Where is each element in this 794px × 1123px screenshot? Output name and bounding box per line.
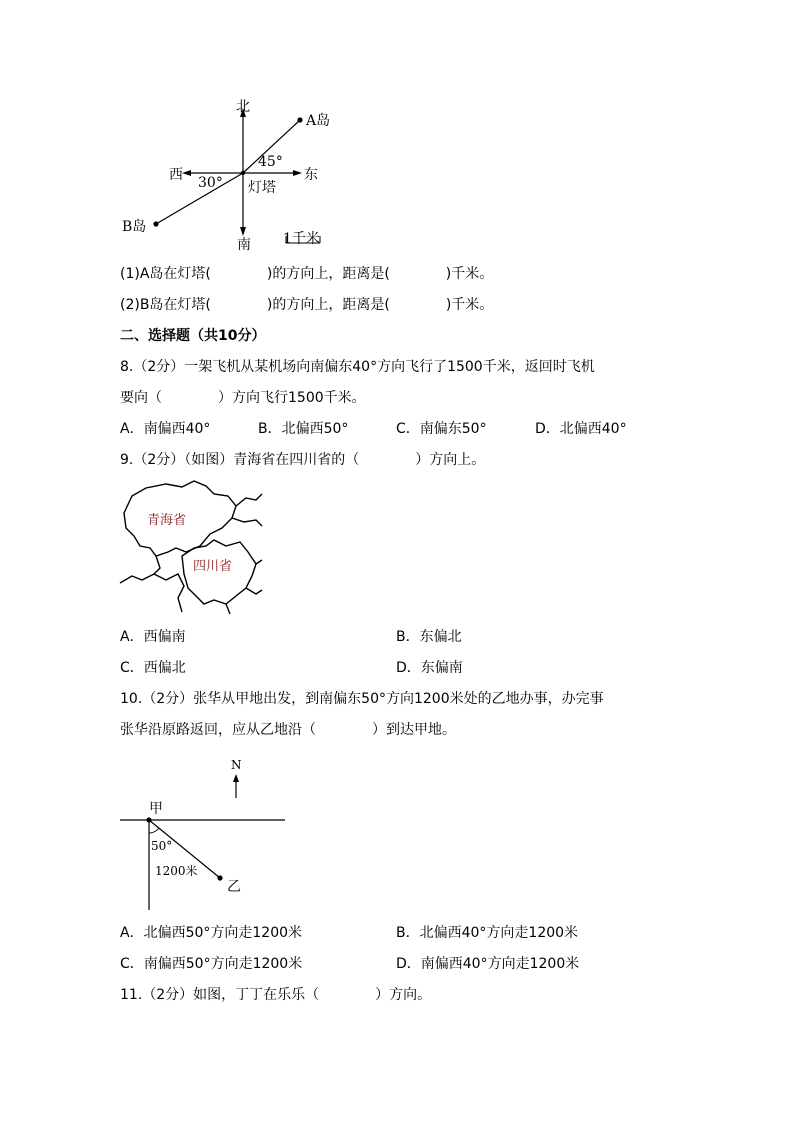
- scale-label: 1千米: [283, 231, 320, 247]
- q10-stem-line2: 张华沿原路返回，应从乙地沿（ ）到达甲地。: [120, 722, 456, 738]
- q7-sub2: (2)B岛在灯塔( )的方向上，距离是( )千米。: [120, 297, 494, 313]
- q10-option-c[interactable]: C．南偏西50°方向走1200米: [120, 956, 303, 972]
- q9-option-a[interactable]: A．西偏南: [120, 629, 186, 645]
- q9-option-c[interactable]: C．西偏北: [120, 660, 186, 676]
- q10-stem-line1: 10.（2分）张华从甲地出发，到南偏东50°方向1200米处的乙地办事，办完事: [120, 691, 604, 707]
- q9-option-d[interactable]: D．东偏南: [396, 660, 463, 676]
- q8-option-b[interactable]: B．北偏西50°: [258, 421, 349, 437]
- q11-stem: 11.（2分）如图，丁丁在乐乐（ ）方向。: [120, 987, 432, 1003]
- q7-sub1: (1)A岛在灯塔( )的方向上，距离是( )千米。: [120, 266, 494, 282]
- q8-stem-line2: 要向（ ）方向飞行1500千米。: [120, 390, 366, 406]
- qinghai-label: 青海省: [147, 513, 187, 528]
- q9-option-b[interactable]: B．东偏北: [396, 629, 462, 645]
- jia-label: 甲: [149, 801, 163, 817]
- angle-a-label: 45°: [258, 154, 283, 170]
- q8-option-a[interactable]: A．南偏西40°: [120, 421, 211, 437]
- angle-label: 50°: [151, 839, 173, 853]
- q8-stem-line1: 8.（2分）一架飞机从某机场向南偏东40°方向飞行了1500千米，返回时飞机: [120, 359, 595, 375]
- q8-option-d[interactable]: D．北偏西40°: [535, 421, 627, 437]
- north-label: 北: [236, 99, 250, 115]
- q10-option-a[interactable]: A．北偏西50°方向走1200米: [120, 925, 303, 941]
- island-a-label: A岛: [306, 113, 331, 129]
- yi-label: 乙: [227, 879, 241, 895]
- angle-b-label: 30°: [198, 175, 223, 191]
- east-label: 东: [304, 167, 318, 183]
- section-heading: 二、选择题（共10分）: [120, 328, 266, 344]
- lighthouse-label: 灯塔: [248, 180, 276, 196]
- q8-option-c[interactable]: C．南偏东50°: [396, 421, 487, 437]
- n-label: N: [231, 758, 242, 772]
- sichuan-label: 四川省: [193, 559, 233, 574]
- q10-option-b[interactable]: B．北偏西40°方向走1200米: [396, 925, 579, 941]
- south-label: 南: [237, 237, 251, 253]
- q10-option-d[interactable]: D．南偏西40°方向走1200米: [396, 956, 580, 972]
- q9-stem: 9.（2分）（如图）青海省在四川省的（ ）方向上。: [120, 452, 486, 468]
- island-b-label: B岛: [122, 219, 147, 235]
- west-label: 西: [169, 167, 183, 183]
- distance-label: 1200米: [155, 864, 198, 878]
